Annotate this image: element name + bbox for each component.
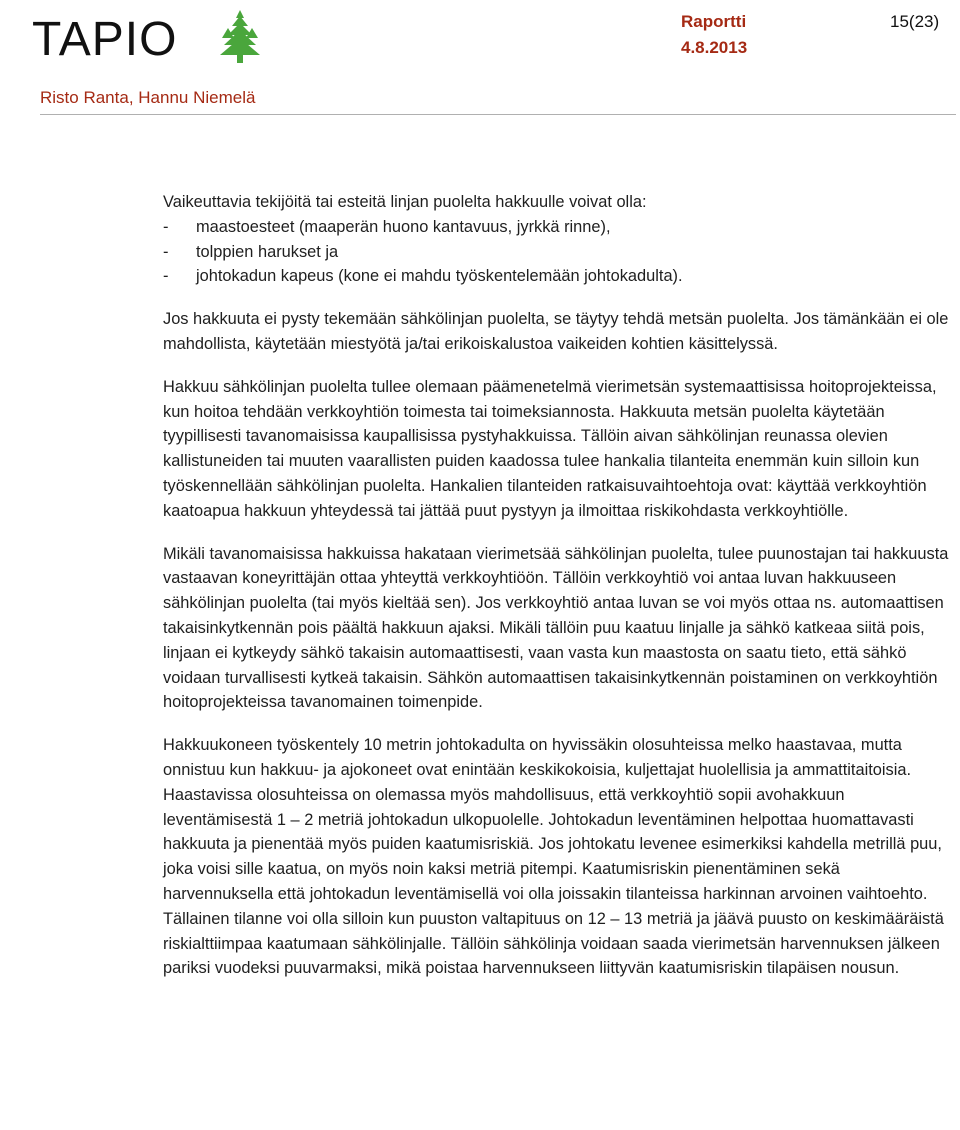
paragraph-cutting-side: Jos hakkuuta ei pysty tekemään sähkölinjan puolelta, se täytyy tehdä metsän puolelta. Jos tämänkään ei ole mahdollista, käytetään miestyötä ja/tai erikoiskalustoa vaikeiden kohtien käsittelyssä. (163, 310, 949, 353)
list-item-text: tolppien harukset ja (196, 242, 339, 261)
page-header (0, 0, 960, 120)
list-item (163, 215, 953, 240)
list-item-text: maastoesteet (maaperän huono kantavuus, jyrkkä rinne), (196, 217, 611, 236)
obstacle-list (163, 215, 953, 289)
paragraph-main-method: Hakkuu sähkölinjan puolelta tullee olemaan päämenetelmä vierimetsän systemaattisissa hoitoprojekteissa, kun hoitoa tehdään verkkoyhtiön toimesta tai toimeksiannosta. Hakkuuta metsän puolelta käytetään tyypillisesti tavanomaisissa kaupallisissa pystyhakkuissa. Tällöin aivan sähkölinjan reunassa olevien kallistuneiden tai muuten vaarallisten puiden kaadossa tulee hankalia tilanteita enemmän kuin silloin kun työskennellään sähkölinjan puolelta. Hankalien tilanteiden ratkaisuvaihtoehtoja ovat: käyttää verkkoyhtiön kaatoapua hakkuun yhteydessä tai jättää puut pystyyn ja ilmoittaa riskikohdasta verkkoyhtiölle. (163, 377, 937, 520)
authors: Risto Ranta, Hannu Niemelä (40, 88, 256, 107)
obstacles-block (163, 190, 953, 289)
list-dash: - (163, 267, 169, 286)
list-dash: - (163, 242, 169, 261)
header-divider (40, 114, 956, 115)
page-number: 15(23) (890, 12, 940, 31)
report-date: 4.8.2013 (681, 38, 748, 57)
list-dash: - (163, 217, 169, 236)
tapio-logo (32, 8, 232, 64)
logo-wordmark: TAPIO (32, 13, 178, 66)
intro-paragraph: Vaikeuttavia tekijöitä tai esteitä linjan puolelta hakkuulle voivat olla: (163, 193, 647, 211)
list-item-text: johtokadun kapeus (kone ei mahdu työskentelemään johtokadulta). (196, 267, 683, 286)
list-item (163, 264, 953, 289)
document-body (163, 190, 953, 999)
tree-icon (192, 8, 262, 64)
paragraph-harvester-work: Hakkuukoneen työskentely 10 metrin johtokadulta on hyvissäkin olosuhteissa melko haastavaa, mutta onnistuu kun hakkuu- ja ajokoneet ovat enintään keskikokoisia, kuljettajat huolellisia ja ammattitaitoisia. Haastavissa olosuhteissa on olemassa myös mahdollisuus, että verkkoyhtiö sopii avohakkuun leventämisestä 1 – 2 metriä johtokadun ulkopuolelle. Johtokadun leventäminen helpottaa huomattavasti hakkuuta ja pienentää myös puiden kaatumisriskiä. Jos johtokatu levenee esimerkiksi kahdella metrillä puu, joka voisi sille kaatua, on myös noin kaksi metriä pitempi. Kaatumisriskin pienentäminen sekä harvennuksella että johtokadun leventämisellä voi olla joissakin tilanteissa harkinnan arvoinen vaihtoehto. Tällainen tilanne voi olla silloin kun puuston valtapituus on 12 – 13 metriä ja jäävä puusto on keskimääräistä riskialttiimpaa kaatumaan sähkölinjalle. Tällöin sähkölinja voidaan saada vierimetsän harvennuksen jälkeen pariksi vuodeksi puuvarmaksi, mikä poistaa harvennukseen liittyvän kaatumisriskin tilapäisen nousun. (163, 736, 944, 978)
report-label: Raportti (681, 12, 747, 31)
list-item (163, 240, 953, 265)
paragraph-grid-company-contact: Mikäli tavanomaisissa hakkuissa hakataan vierimetsää sähkölinjan puolelta, tulee puunostajan tai hakkuusta vastaavan koneyrittäjän ottaa yhteyttä verkkoyhtiöön. Tällöin verkkoyhtiö voi antaa luvan hakkuuseen sähkölinjan puolelta (tai myös kieltää sen). Jos verkkoyhtiö antaa luvan se voi myös ottaa ns. automaattisen takaisinkytkennän pois päältä hakkuun ajaksi. Mikäli tällöin puu kaatuu linjalle ja sähkö katkeaa siitä pois, linjaan ei kytkeydy sähkö takaisin automaattisesti, vaan vasta kun maastosta on saatu tieto, että sähkö voidaan turvallisesti kytkeä takaisin. Sähkön automaattisen takaisinkytkennän poistaminen on verkkoyhtiön hoitoprojekteissa tavanomainen toimenpide. (163, 544, 949, 712)
